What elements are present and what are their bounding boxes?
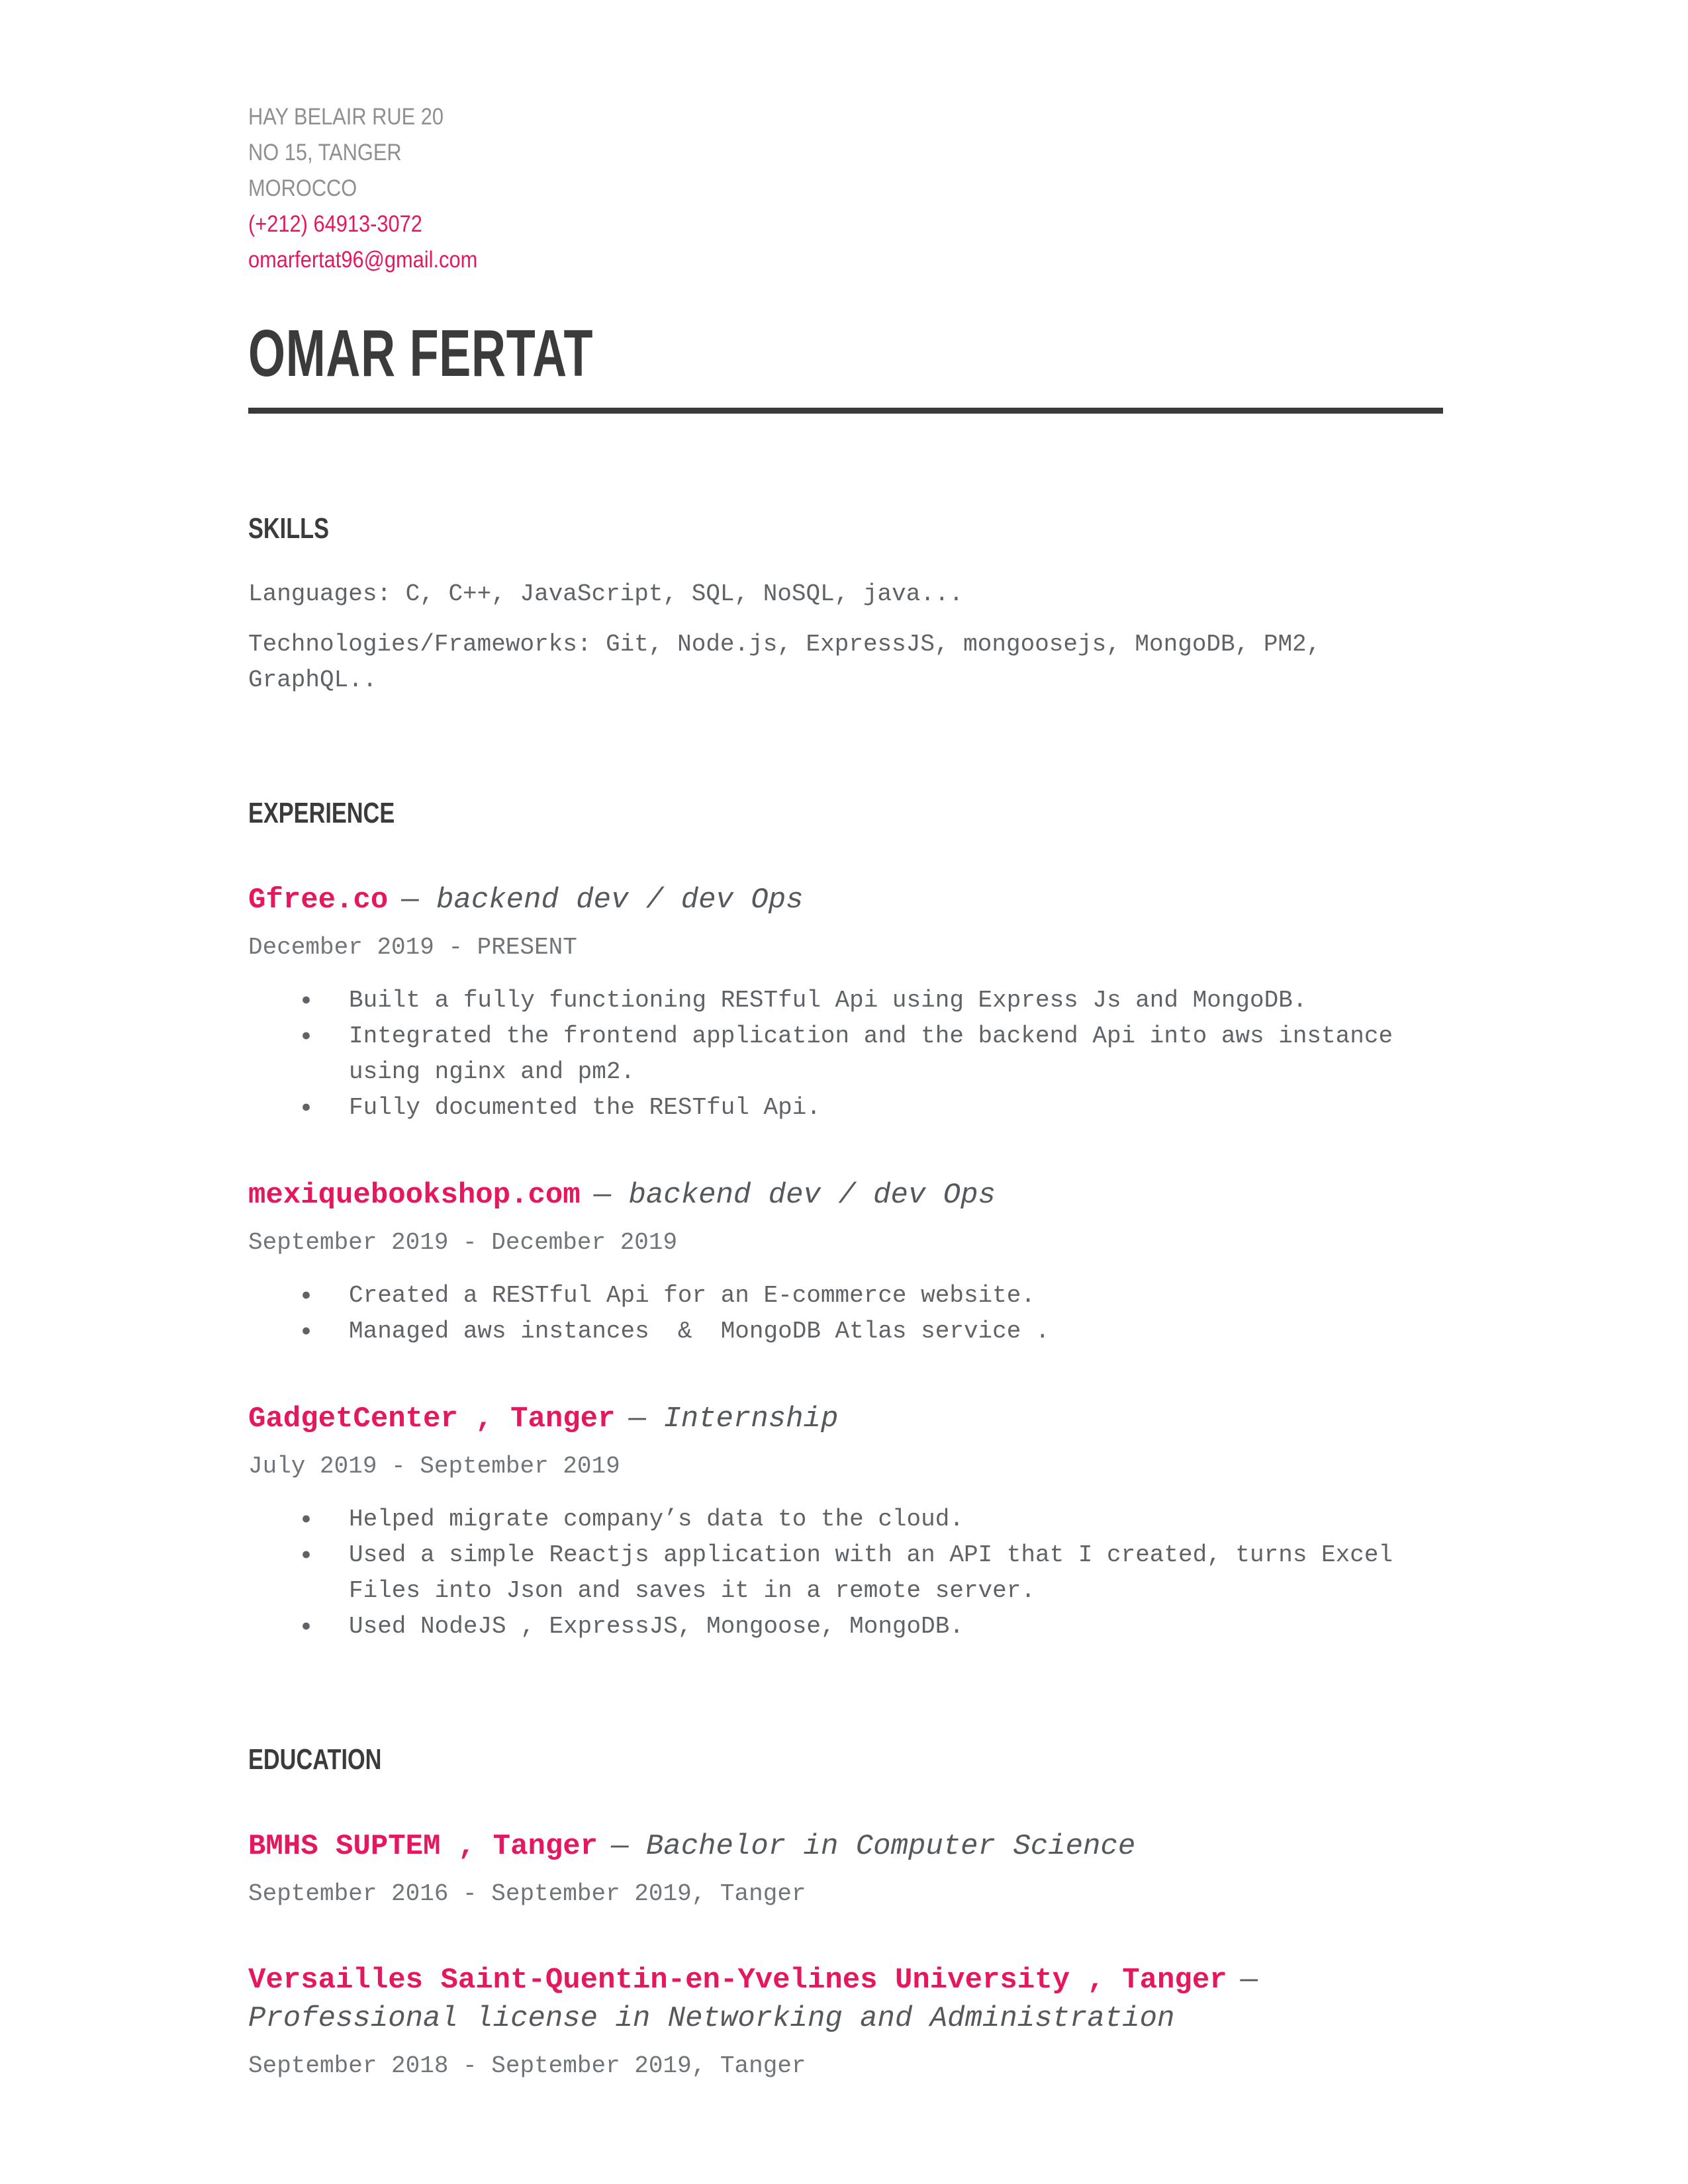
- contact-address-line1: [248, 99, 1443, 135]
- contact-phone-text: (+212) 64913-3072: [248, 211, 422, 237]
- entry-header: [248, 1827, 1443, 1866]
- skills-technologies-line: Technologies/Frameworks: Git, Node.js, ExpressJS, mongoosejs, MongoDB, PM2, GraphQL..: [248, 631, 1335, 694]
- contact-address-line2: [248, 135, 1443, 171]
- bullet-list: [248, 1502, 1443, 1645]
- experience-title-text: EXPERIENCE: [248, 797, 395, 829]
- degree-title: — Professional license in Networking and Administration: [248, 1964, 1258, 2035]
- bullet-item: ● Integrated the frontend application and the backend Api into aws instance using nginx and pm2.: [248, 1019, 1443, 1090]
- contact-email: [248, 242, 1443, 278]
- section-experience: [248, 796, 1443, 1645]
- school-name: Versailles Saint-Quentin-en-Yvelines University , Tanger: [248, 1964, 1227, 1997]
- contact-block: [248, 99, 1443, 278]
- bullet-item: ● Managed aws instances & MongoDB Atlas service .: [248, 1314, 1443, 1349]
- bullet-item: ● Built a fully functioning RESTful Api using Express Js and MongoDB.: [248, 983, 1443, 1019]
- contact-address-line3-text: MOROCCO: [248, 175, 357, 201]
- entry-dates: September 2019 - December 2019: [248, 1229, 678, 1256]
- experience-entry-gadgetcenter: [248, 1400, 1443, 1645]
- experience-entry-mexiquebookshop: [248, 1176, 1443, 1349]
- role-title: — backend dev / dev Ops: [593, 1179, 996, 1212]
- bullet-list: [248, 983, 1443, 1126]
- contact-phone: [248, 206, 1443, 242]
- company-name: mexiquebookshop.com: [248, 1179, 581, 1212]
- company-name: Gfree.co: [248, 884, 389, 917]
- entry-dates: September 2016 - September 2019, Tanger: [248, 1880, 806, 1907]
- degree-title: — Bachelor in Computer Science: [611, 1830, 1136, 1863]
- experience-title: [248, 796, 1443, 831]
- contact-address-line1-text: HAY BELAIR RUE 20: [248, 104, 444, 130]
- role-title: — backend dev / dev Ops: [401, 884, 804, 917]
- candidate-name-text: OMAR FERTAT: [248, 316, 594, 390]
- entry-dates: July 2019 - September 2019: [248, 1453, 620, 1480]
- education-title: [248, 1743, 1443, 1777]
- entry-dates: December 2019 - PRESENT: [248, 934, 577, 961]
- role-title: — Internship: [628, 1402, 839, 1435]
- contact-email-text: omarfertat96@gmail.com: [248, 247, 478, 273]
- bullet-item: ● Helped migrate company’s data to the cloud.: [248, 1502, 1443, 1537]
- section-skills: [248, 512, 1443, 698]
- education-entry-bmhs: [248, 1827, 1443, 1911]
- section-education: [248, 1743, 1443, 2083]
- bullet-item: ● Fully documented the RESTful Api.: [248, 1090, 1443, 1126]
- skills-title: [248, 512, 1443, 546]
- entry-header: [248, 1961, 1443, 2038]
- entry-header: [248, 881, 1443, 919]
- contact-address-line3: [248, 171, 1443, 206]
- education-entry-versailles: [248, 1961, 1443, 2083]
- skills-title-text: SKILLS: [248, 512, 330, 545]
- bullet-item: ● Created a RESTful Api for an E-commerce website.: [248, 1278, 1443, 1314]
- education-title-text: EDUCATION: [248, 1743, 382, 1776]
- skills-languages-line: Languages: C, C++, JavaScript, SQL, NoSQL, java...: [248, 580, 964, 608]
- entry-header: [248, 1176, 1443, 1214]
- contact-address-line2-text: NO 15, TANGER: [248, 140, 402, 165]
- school-name: BMHS SUPTEM , Tanger: [248, 1830, 598, 1863]
- entry-header: [248, 1400, 1443, 1438]
- bullet-item: ● Used a simple Reactjs application with an API that I created, turns Excel Files into Json and saves it in a remote server.: [248, 1537, 1443, 1609]
- company-name: GadgetCenter , Tanger: [248, 1402, 616, 1435]
- candidate-name: [248, 316, 1443, 390]
- header-divider: [248, 408, 1443, 414]
- bullet-list: [248, 1278, 1443, 1349]
- bullet-item: ● Used NodeJS , ExpressJS, Mongoose, MongoDB.: [248, 1609, 1443, 1645]
- experience-entry-gfree: [248, 881, 1443, 1126]
- entry-dates: September 2018 - September 2019, Tanger: [248, 2052, 806, 2079]
